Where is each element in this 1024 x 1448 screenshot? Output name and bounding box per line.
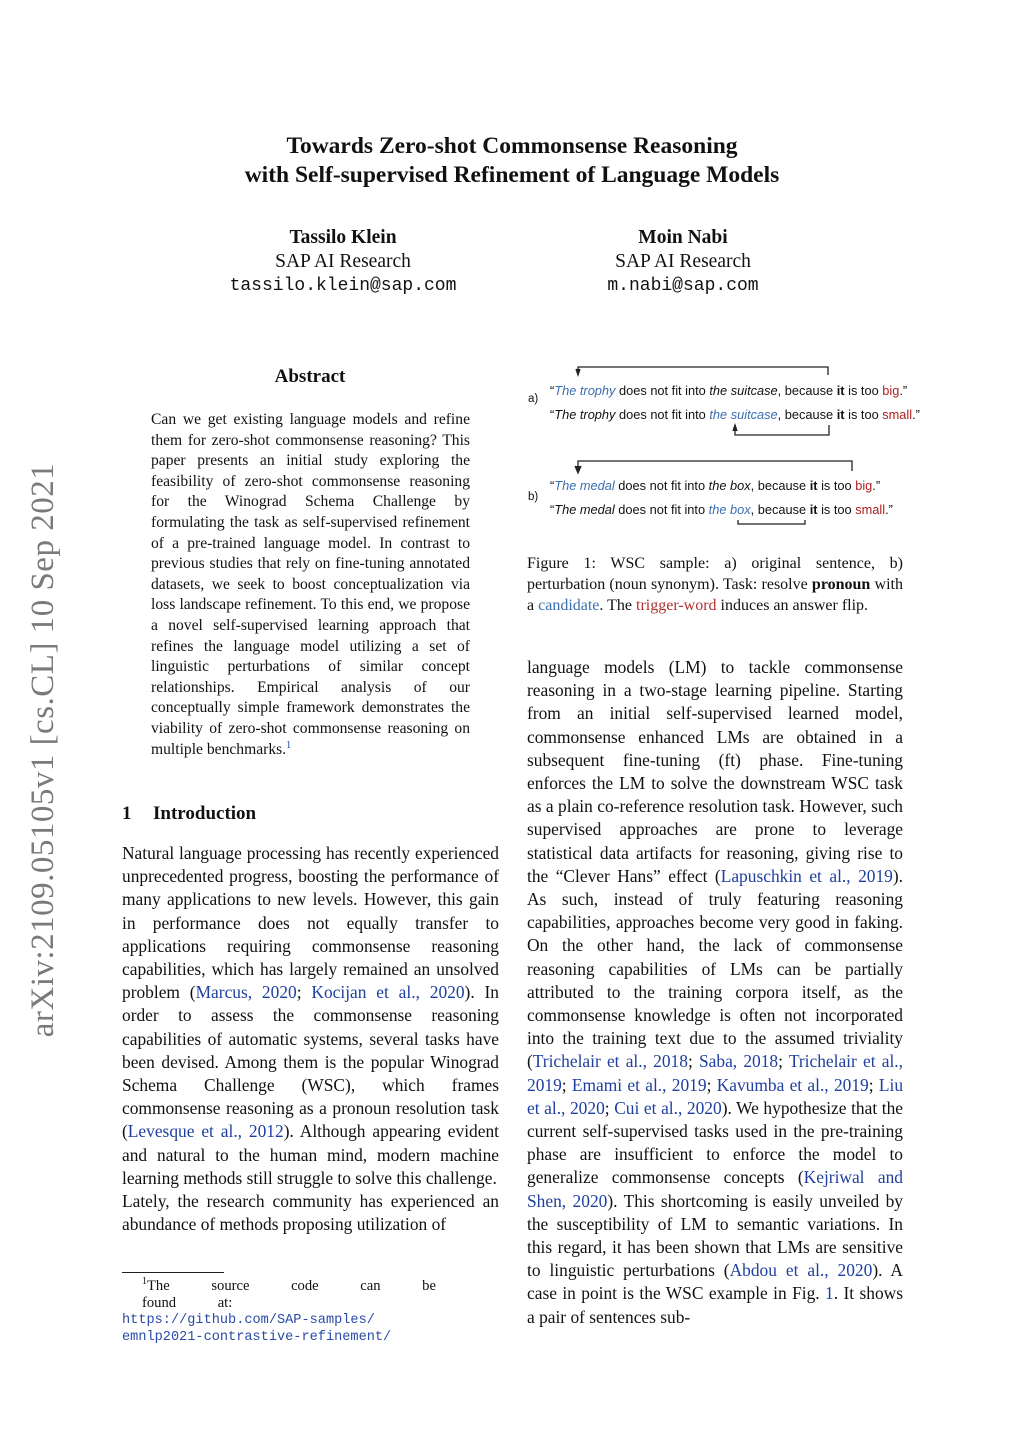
citation-link[interactable]: Marcus, 2020 [195, 982, 297, 1003]
quote: .” [872, 478, 881, 493]
citation-link[interactable]: Kocijan et al., 2020 [311, 982, 465, 1003]
text-run: induces an answer flip. [716, 597, 869, 614]
paragraph: language models (LM) to tackle commonsense reasoning in a two-stage learning pipeline. Starting from an initial self-supervised learned model, commonsense enhanced LMs are obtained in a subsequent fine-tuning (ft) phase. Fine-tuning enforces the LM to solve the downstream WSC task as a plain co-reference resolution task. However, such supervised approaches are prone to leverage statistical data artifacts for reasoning, giving rise to the “Clever Hans” effect (Lapuschkin et al., 2019). As such, instead of truly featuring reasoning capabilities, approaches become very good in faking. On the other hand, the lack of commonsense reasoning capabilities of LMs can be partially attributed to the training corpora itself, as the commonsense knowledge is often not incorporated into the training text due to the assumed triviality (Trichelair et al., 2018; Saba, 2018; Trichelair et al., 2019; Emami et al., 2019; Kavumba et al., 2019; Liu et al., 2020; Cui et al., 2020). We hypothesize that the current self-supervised tasks used in the pre-training phase are insufficient to enforce the model to generalize commonsense concepts (Kejriwal and Shen, 2020). This shortcoming is easily unveiled by the susceptibility of LM to semantic variations. In this regard, it has been shown that LMs are sensitive to linguistic perturbations (Abdou et al., 2020). A case in point is the WSC example in Fig. 1. It shows a pair of sentences sub- [527, 657, 904, 1327]
citation-link[interactable]: Kavumba et al., 2019 [716, 1074, 869, 1095]
citation-link[interactable]: Kejriwal and Shen, 2020 [527, 1167, 903, 1211]
text-run: ). We hypothesize that the current self-supervised tasks used in the pre-training phase are insufficient to enforce the model to generalize commonsense concepts ( [527, 1097, 904, 1188]
paragraph [122, 842, 499, 1190]
citation-link[interactable]: Abdou et al., 2020 [729, 1260, 873, 1281]
arrowhead-b1 [575, 466, 581, 473]
arrow-a1 [578, 367, 828, 375]
text-run: does not fit into [614, 478, 709, 493]
text-run: . The [599, 597, 636, 614]
text-run: , because [750, 478, 810, 493]
text-run: is too [817, 478, 856, 493]
section-heading [122, 803, 256, 825]
arrowhead-a2 [733, 425, 737, 431]
citation-link[interactable]: Trichelair et al., 2019 [527, 1051, 904, 1095]
author-name: Moin Nabi [638, 227, 728, 248]
text-run: is too [817, 502, 856, 517]
subject-word: The medal [554, 502, 615, 517]
author-email: tassilo.klein@sap.com [229, 276, 457, 296]
footnote-url-line-1[interactable]: https://github.com/SAP-samples/ [122, 1313, 375, 1328]
author-name: Tassilo Klein [289, 227, 397, 248]
footnote-mark: 1 [142, 1276, 147, 1288]
title-line-2: with Self-supervised Refinement of Language Models [244, 162, 780, 188]
text-run: is too [844, 407, 883, 422]
trigger-word: small [882, 407, 913, 422]
candidate-word: The medal [554, 478, 615, 493]
paper-title [0, 132, 1024, 190]
text-run: , because [750, 502, 810, 517]
object-word: the suitcase [709, 383, 778, 398]
citation-link[interactable]: Trichelair et al., 2018 [532, 1051, 688, 1072]
abstract-text: Can we get existing language models and refine them for zero-shot commonsense reasoning? This paper presents an initial study exploring the feasibility of zero-shot commonsense reasoning for the Winograd Schema Challenge by formulating the task as self-supervised refinement of a pre-trained language model. In contrast to previous studies that rely on fine-tuning annotated datasets, we seek to boost conceptualization via loss landscape refinement. To this end, we propose a novel self-supervised learning approach that refines the language model utilizing a set of linguistic perturbations of similar concept relationships. Empirical analysis of our conceptually simple framework demonstrates the viability of zero-shot commonsense reasoning on multiple benchmarks. [151, 411, 470, 758]
text-run: does not fit into [615, 407, 710, 422]
arrow-a2 [735, 425, 829, 435]
text-run: , because [777, 407, 837, 422]
text-run: ). As such, instead of truly featuring reasoning capabilities, approaches become very good in faking. On the other hand, the lack of commonsense reasoning capabilities of LMs can be partially attributed to the training corpora itself, as the commonsense knowledge is often not incorporated into the training text due to the assumed triviality ( [527, 865, 903, 1072]
quote: “ [550, 502, 555, 517]
caption-candidate: candidate [538, 597, 600, 614]
quote: “ [550, 407, 555, 422]
citation-link[interactable]: Emami et al., 2019 [571, 1074, 707, 1095]
text-run: Natural language processing has recently experienced unprecedented progress, boosting the performance of many applications to new levels. However, this gain in performance does not equally transfer to applications requiring commonsense reasoning capabilities, which has largely remained an unsolved problem ( [122, 843, 499, 1003]
text-run: is too [844, 383, 883, 398]
section-number: 1 [122, 803, 132, 824]
arrow-b2 [738, 520, 805, 524]
figure-1 [520, 365, 920, 525]
quote: .” [885, 502, 893, 517]
trigger-word: big [855, 478, 873, 493]
citation-link[interactable]: Lapuschkin et al., 2019 [720, 865, 893, 886]
footnote-url-line-2[interactable]: emnlp2021-contrastive-refinement/ [122, 1330, 392, 1345]
arrow-b1 [578, 461, 852, 471]
text-run: ). A case in point is the WSC example in Fig. [527, 1260, 903, 1304]
candidate-word: The trophy [554, 383, 616, 398]
author-affiliation: SAP AI Research [275, 251, 411, 272]
text-run: ). Although appearing evident and natural to the human mind, modern machine learning methods still struggle to solve this challenge. [122, 1121, 499, 1188]
trigger-word: small [855, 502, 886, 517]
object-word: the box [708, 478, 751, 493]
figure-sentence-a1 [550, 383, 907, 398]
text-run: ). This shortcoming is easily unveiled by the susceptibility of LM to semantic variations. In this regard, it has been shown that LMs are sensitive to linguistic perturbations ( [527, 1190, 903, 1281]
candidate-word: the suitcase [709, 407, 778, 422]
intro-left-column [122, 842, 499, 1236]
figure-label-b: b) [528, 491, 539, 503]
citation-link[interactable]: Liu et al., 2020 [527, 1074, 904, 1118]
text-run: does not fit into [614, 502, 709, 517]
pronoun-word: it [809, 478, 818, 493]
arrowhead-a1 [576, 369, 580, 375]
trigger-word: big [882, 383, 900, 398]
footnote-rule [122, 1272, 224, 1273]
text-run: ; [296, 982, 312, 1003]
author-block-1 [193, 226, 493, 298]
quote: .” [912, 407, 920, 422]
pronoun-word: it [836, 407, 845, 422]
text-run: does not fit into [615, 383, 710, 398]
figure-label-a: a) [528, 393, 539, 405]
text-run: . It shows a pair of sentences sub- [527, 1283, 903, 1327]
abstract-body [151, 410, 470, 760]
author-block-2 [533, 226, 833, 298]
arxiv-stamp: arXiv:2109.05105v1 [cs.CL] 10 Sep 2021 [25, 462, 61, 1038]
figure-ref-link[interactable]: 1 [825, 1283, 834, 1304]
text-run: ). In order to assess the commonsense reasoning capabilities of automatic systems, several tasks have been devised. Among them is the popular Winograd Schema Challenge (WSC), which frames commonsense reasoning as a pronoun resolution task ( [122, 982, 499, 1142]
figure-sentence-b2 [550, 502, 893, 517]
quote: “ [550, 478, 555, 493]
text-run: language models (LM) to tackle commonsense reasoning in a two-stage learning pipeline. Starting from an initial self-supervised learned model, commonsense enhanced LMs are obtained in a subsequent fine-tuning (ft) phase. Fine-tuning enforces the LM to solve the downstream WSC task as a plain co-reference resolution task. However, such supervised approaches are prone to leverage statistical data artifacts for reasoning, giving rise to the “Clever Hans” effect ( [527, 657, 903, 886]
section-title: Introduction [153, 803, 257, 824]
quote: .” [899, 383, 908, 398]
intro-right-column [527, 656, 903, 1329]
citation-link[interactable]: Saba, 2018 [698, 1051, 779, 1072]
pronoun-word: it [809, 502, 818, 517]
footnote-marker[interactable]: 1 [286, 739, 292, 751]
caption-trigger: trigger-word [636, 597, 717, 614]
footnote [122, 1278, 499, 1346]
footnote-text: The source code can be found at: [142, 1278, 436, 1311]
author-email: m.nabi@sap.com [607, 276, 759, 296]
figure-sentence-b1 [550, 478, 880, 493]
text-run: , because [777, 383, 837, 398]
pronoun-word: it [836, 383, 845, 398]
paragraph: Lately, the research community has experienced an abundance of methods proposing utilization of [122, 1191, 499, 1235]
quote: “ [550, 383, 555, 398]
candidate-word: the box [708, 502, 751, 517]
author-affiliation: SAP AI Research [615, 251, 751, 272]
citation-link[interactable]: Levesque et al., 2012 [127, 1121, 284, 1142]
text-run: with a [527, 576, 903, 614]
title-line-1: Towards Zero-shot Commonsense Reasoning [286, 133, 738, 159]
citation-link[interactable]: Cui et al., 2020 [614, 1097, 722, 1118]
figure-caption [527, 553, 903, 616]
figure-sentence-a2 [550, 407, 920, 422]
footnote-text-wrap [142, 1278, 499, 1312]
abstract-heading: Abstract [274, 366, 346, 387]
subject-word: The trophy [554, 407, 616, 422]
footnote-line [122, 1278, 499, 1312]
caption-pronoun: pronoun [811, 576, 871, 593]
text-run: Figure 1: WSC sample: a) original sentence, b) perturbation (noun synonym). Task: resolve [527, 555, 903, 593]
